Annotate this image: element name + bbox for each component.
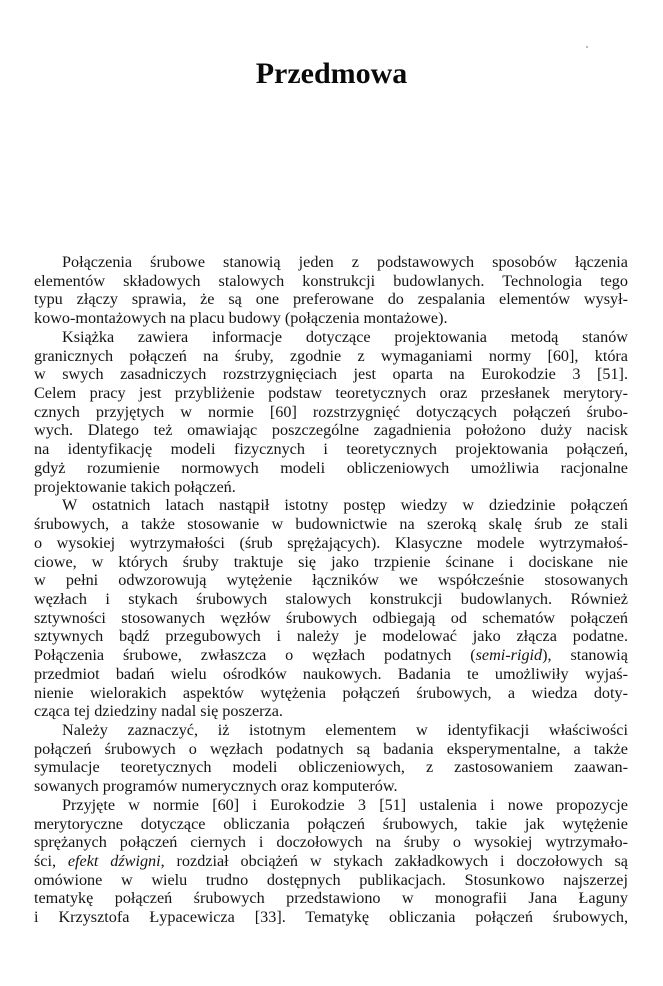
body-text (34, 253, 628, 927)
paragraph-3 (34, 496, 628, 721)
text-line: wych. Dlatego też omawiając poszczególne zagadnienia położono duży nacisk (34, 421, 628, 440)
text-line: W ostatnich latach nastąpił istotny postęp wiedzy w dziedzinie połączeń (62, 496, 628, 515)
text-line: kowo-montażowych na placu budowy (połączenia montażowe). (34, 309, 448, 328)
text-line: połączeń śrubowych o węzłach podatnych są badania eksperymentalne, a także (34, 739, 628, 758)
text-segment: , rozdział obciążeń w stykach zakładkowych i doczołowych są (160, 852, 628, 870)
paragraph-2 (34, 328, 628, 496)
text-line: elementów składowych stalowych konstrukcji budowlanych. Technologia tego (34, 271, 628, 290)
text-line: Książka zawiera informacje dotyczące projektowania metodą stanów (62, 327, 628, 346)
text-segment: ści, (34, 852, 68, 870)
text-line: gdyż rozumienie normowych modeli obliczeniowych umożliwia racjonalne (34, 458, 628, 477)
text-segment: Połączenia śrubowe, zwłaszcza o węzłach podatnych ( (34, 646, 476, 665)
paragraph-5 (34, 796, 628, 927)
italic-term: semi-rigid (475, 646, 543, 665)
text-line: tematykę połączeń śrubowych przedstawiono w monografii Jana Łaguny (34, 889, 628, 908)
text-line: o wysokiej wytrzymałości (śrub sprężających). Klasyczne modele wytrzymałoś- (34, 533, 628, 552)
text-line: sztywnych bądź przegubowych i należy je modelować jako złącza podatne. (34, 627, 628, 646)
text-line-with-italic (34, 646, 628, 665)
text-line: sowanych programów numerycznych oraz komputerów. (34, 777, 398, 796)
text-line: węzłach i stykach śrubowych stalowych konstrukcji budowlanych. Również (34, 589, 628, 608)
text-line: Celem pracy jest przybliżenie podstaw teoretycznych oraz przesłanek merytory- (34, 384, 628, 403)
text-line: omówione w wielu trudno dostępnych publikacjach. Stosunkowo najszerzej (34, 870, 628, 889)
page-title: Przedmowa (255, 57, 408, 90)
text-line: cznych przyjętych w normie [60] rozstrzygnięć dotyczących połączeń śrubo- (34, 402, 628, 421)
italic-term: efekt dźwigni (67, 852, 161, 870)
scan-speck (586, 46, 588, 48)
text-line: typu złączy sprawia, że są one preferowane do zespalania elementów wysył- (34, 290, 628, 309)
text-line: śrubowych, a także stosowanie w budownictwie na szeroką skalę śrub ze stali (34, 515, 628, 534)
text-line: w pełni odwzorowują wytężenie łączników we współcześnie stosowanych (34, 571, 628, 590)
text-line-with-italic (34, 852, 628, 871)
text-line: na identyfikację modeli fizycznych i teoretycznych projektowania połączeń, (34, 440, 628, 459)
text-line: Przyjęte w normie [60] i Eurokodzie 3 [51] ustalenia i nowe propozycje (62, 795, 628, 814)
paragraph-1 (34, 253, 628, 328)
text-line: Należy zaznaczyć, iż istotnym elementem w identyfikacji właściwości (62, 720, 628, 739)
text-line: Połączenia śrubowe stanowią jeden z podstawowych sposobów łączenia (62, 253, 628, 271)
text-line: ciowe, w których śruby traktuje się jako trzpienie ścinane i dociskane nie (34, 552, 628, 571)
text-line: symulacje teoretycznych modeli obliczeniowych, z zastosowaniem zaawan- (34, 758, 628, 777)
text-line: sztywności stosowanych węzłów śrubowych odbiegają od schematów połączeń (34, 608, 628, 627)
text-line: w swych zasadniczych rozstrzygnięciach jest oparta na Eurokodzie 3 [51]. (34, 365, 628, 384)
text-segment: ), stanowią (542, 646, 628, 665)
text-line: sprężanych połączeń ciernych i doczołowych na śruby o wysokiej wytrzymało- (34, 833, 628, 852)
paragraph-4 (34, 721, 628, 796)
text-line: i Krzysztofa Łypacewicza [33]. Tematykę obliczania połączeń śrubowych, (34, 908, 628, 927)
text-line: merytoryczne dotyczące obliczania połączeń śrubowych, takie jak wytężenie (34, 814, 628, 833)
text-line: cząca tej dziedziny nadal się poszerza. (34, 702, 283, 721)
text-line: granicznych połączeń na śruby, zgodnie z wymaganiami normy [60], która (34, 346, 628, 365)
text-line: projektowanie takich połączeń. (34, 477, 236, 496)
text-line: nienie wielorakich aspektów wytężenia połączeń śrubowych, a wiedza doty- (34, 683, 628, 702)
text-line: przedmiot badań wielu ośrodków naukowych. Badania te umożliwiły wyjaś- (34, 664, 628, 683)
